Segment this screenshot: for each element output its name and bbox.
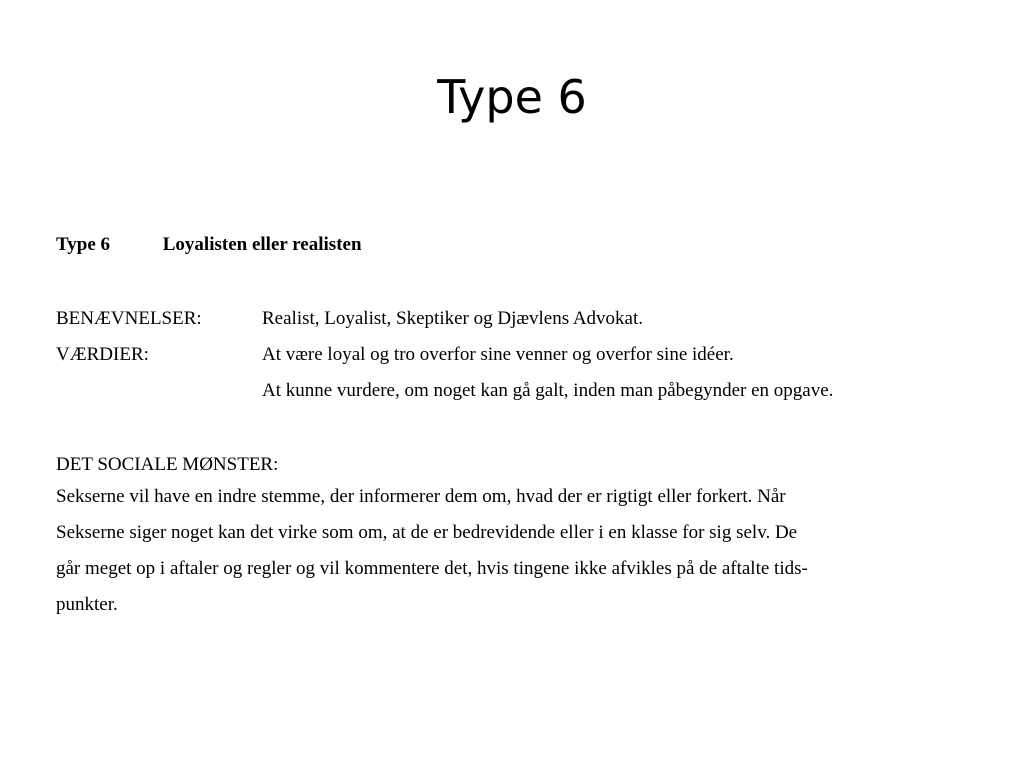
row-label — [56, 376, 262, 412]
heading-type-label: Type 6 — [56, 234, 111, 255]
social-pattern-paragraph — [56, 482, 956, 626]
document-heading — [56, 230, 956, 260]
row-value: At kunne vurdere, om noget kan gå galt, inden man påbegynder en opgave. — [262, 380, 834, 401]
paragraph-line: Sekserne siger noget kan det virke som om, at de er bedrevidende eller i en klasse for sig selv. De — [56, 522, 798, 543]
definition-row-vaerdier-continued — [56, 376, 833, 412]
definition-rows — [56, 304, 833, 412]
paragraph-line: punkter. — [56, 594, 118, 615]
row-label: VÆRDIER: — [56, 344, 149, 365]
heading-type-name: Loyalisten eller realisten — [162, 234, 362, 255]
definition-row-benaevnelser — [56, 304, 833, 340]
paragraph-line: går meget op i aftaler og regler og vil kommentere det, hvis tingene ikke afvikles på de aftalte tids- — [56, 558, 808, 579]
definition-row-vaerdier — [56, 340, 833, 376]
row-value: Realist, Loyalist, Skeptiker og Djævlens Advokat. — [262, 308, 644, 329]
section-label: DET SOCIALE MØNSTER: — [56, 454, 279, 475]
row-label: BENÆVNELSER: — [56, 308, 202, 329]
document-excerpt — [56, 230, 956, 615]
row-value: At være loyal og tro overfor sine venner og overfor sine idéer. — [262, 344, 734, 365]
paragraph-line: Sekserne vil have en indre stemme, der informerer dem om, hvad der er rigtigt eller forkert. Når — [56, 486, 786, 507]
slide-title: Type 6 — [437, 70, 587, 124]
